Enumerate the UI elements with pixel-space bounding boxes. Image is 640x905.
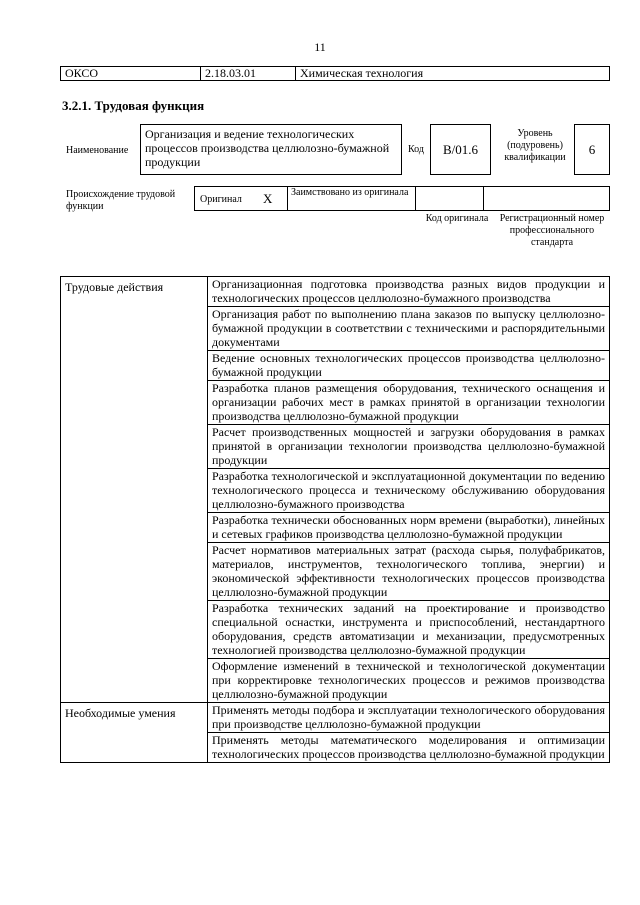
qualification-level: 6 [574, 124, 610, 175]
registration-number-caption: Регистрационный номер профессионального стандарта [499, 213, 605, 248]
original-label: Оригинал [200, 194, 242, 205]
labor-action-row-text: Расчет нормативов материальных затрат (расхода сырья, полуфабрикатов, материалов, инструментов, технологического топлива, энергии) и экономической эффективности технологических процессов производства целлюлозно-бумажной продукции [208, 543, 610, 601]
labor-action-row-text: Разработка технических заданий на проектирование и производство специальной оснастки, инструмента и приспособлений, нестандартного оборудования, средств автоматизации и механизации, предусмотренных технологией производства целлюлозно-бумажной продукции [208, 601, 610, 659]
labor-action-row-text: Организация работ по выполнению плана заказов по выпуску целлюлозно-бумажной продукции в соответствии с техническими и распорядительными документами [208, 307, 610, 351]
original-cell [194, 186, 287, 211]
function-code: B/01.6 [430, 124, 491, 175]
okso-table [60, 66, 610, 81]
labor-action-row-text: Организационная подготовка производства разных видов продукции и технологических процессов целлюлозно-бумажного производства [208, 277, 610, 307]
okso-code: 2.18.03.01 [201, 67, 296, 80]
skill-row-text: Применять методы математического моделирования и оптимизации технологических процессов производства целлюлозно-бумажной продукции [208, 733, 610, 763]
original-code-cell [415, 186, 483, 211]
origin-row [194, 186, 610, 211]
labor-action-row-text: Оформление изменений в технической и технологической документации при корректировке технологических процессов и режимов производства целлюлозно-бумажной продукции [208, 659, 610, 703]
skill-row [61, 703, 610, 733]
function-table [60, 276, 610, 763]
labor-action-row-text: Разработка технически обоснованных норм времени (выработки), линейных и сетевых графиков производства целлюлозно-бумажной продукции [208, 513, 610, 543]
function-name: Организация и ведение технологических процессов производства целлюлозно-бумажной продукции [140, 124, 402, 175]
name-label: Наименование [66, 145, 129, 156]
labor-action-row [61, 277, 610, 307]
labor-action-row-text: Ведение основных технологических процессов производства целлюлозно-бумажной продукции [208, 351, 610, 381]
registration-number-cell [483, 186, 610, 211]
code-label: Код [408, 144, 424, 155]
original-code-caption: Код оригинала [425, 213, 489, 224]
skill-row-text: Применять методы подбора и эксплуатации технологического оборудования при производстве целлюлозно-бумажной продукции [208, 703, 610, 733]
labor-action-row-category: Трудовые действия [61, 277, 208, 703]
page-number: 11 [314, 40, 326, 54]
borrowed-label: Заимствовано из оригинала [287, 186, 415, 211]
section-heading: 3.2.1. Трудовая функция [62, 98, 205, 113]
skill-row-category: Необходимые умения [61, 703, 208, 763]
origin-label: Происхождение трудовой функции [66, 189, 176, 212]
qualification-level-label: Уровень (подуровень) квалификации [504, 128, 566, 163]
original-mark: X [263, 191, 273, 206]
okso-label: ОКСО [61, 67, 201, 80]
labor-action-row-text: Разработка технологической и эксплуатационной документации по ведению технологического процесса и техническому обслуживанию оборудования целлюлозно-бумажного производства [208, 469, 610, 513]
okso-name: Химическая технология [300, 66, 424, 80]
labor-action-row-text: Разработка планов размещения оборудования, технического оснащения и организации рабочих мест в рамках принятой в организации технологии производства целлюлозно-бумажной продукции [208, 381, 610, 425]
labor-action-row-text: Расчет производственных мощностей и загрузки оборудования в рамках принятой в организации технологии производства целлюлозно-бумажной продукции [208, 425, 610, 469]
